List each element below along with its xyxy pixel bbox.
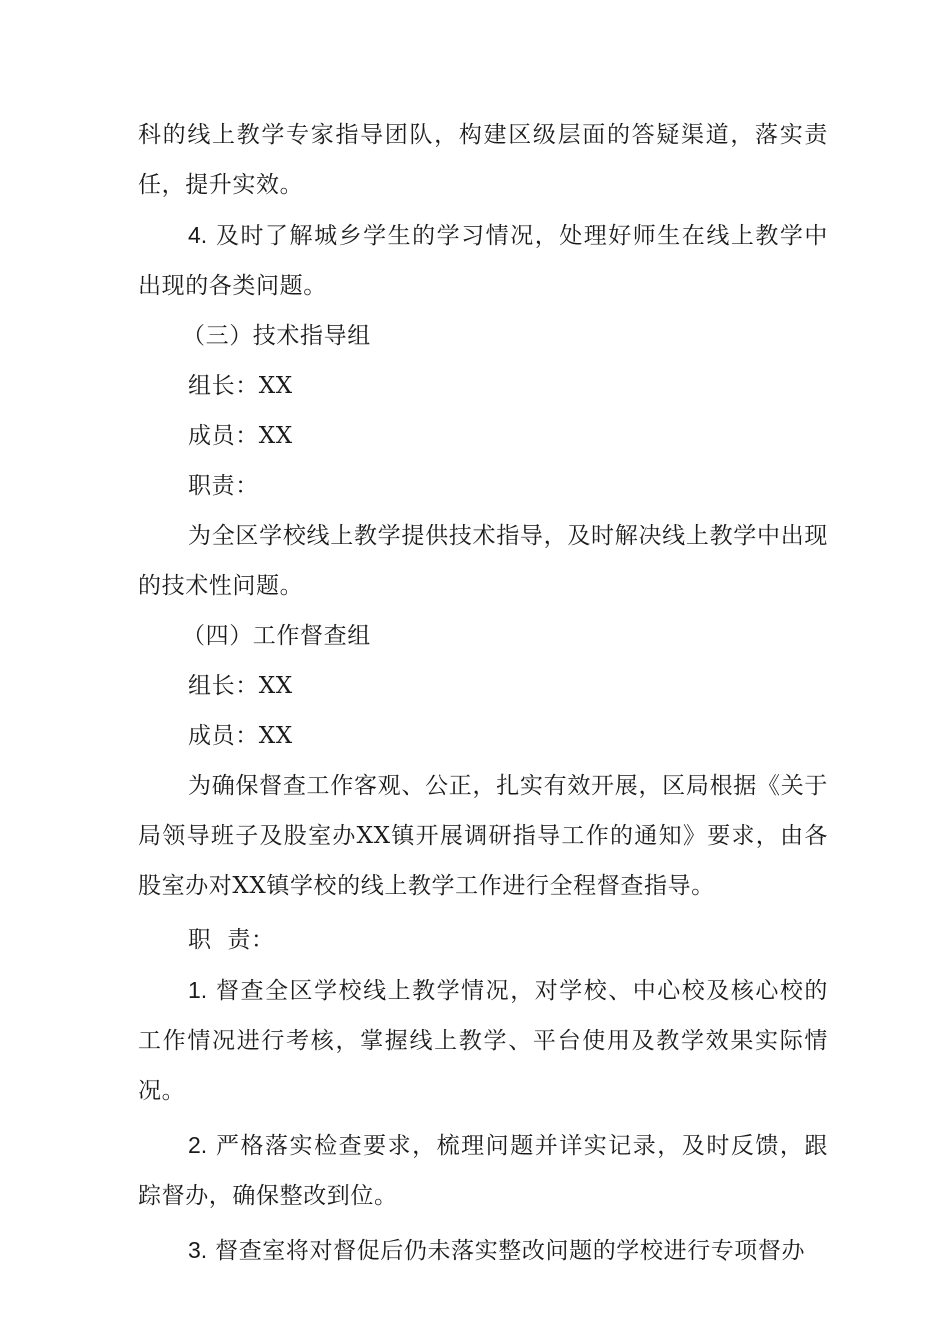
group-members-line: 成员：XX (188, 423, 293, 449)
numbered-item-3 (138, 1225, 828, 1276)
group-leader-line: 组长：XX (188, 373, 293, 399)
group-members-line: 成员：XX (188, 723, 293, 749)
item-text: 督查全区学校线上教学情况，对学校、中心校及核心校的工作情况进行考核，掌握线上教学、平台使用及教学效果实际情况。 (138, 978, 828, 1104)
group-leader-line: 组长：XX (188, 673, 293, 699)
document-body (138, 110, 828, 1276)
numbered-item-4 (138, 210, 828, 311)
item-number: 1. (188, 977, 208, 1003)
duties-paragraph: 为全区学校线上教学提供技术指导，及时解决线上教学中出现的技术性问题。 (138, 523, 828, 599)
duties-label: 职责： (188, 473, 259, 499)
paragraph-continuation: 科的线上教学专家指导团队，构建区级层面的答疑渠道，落实责任，提升实效。 (138, 122, 828, 198)
inspection-intro-paragraph: 为确保督查工作客观、公正，扎实有效开展，区局根据《关于局领导班子及股室办XX镇开展调研指导工作的通知》要求，由各股室办对XX镇学校的线上教学工作进行全程督查指导。 (138, 773, 828, 899)
section-heading-inspection: （四）工作督查组 (182, 623, 371, 649)
numbered-item-1 (138, 965, 828, 1116)
item-text: 督查室将对督促后仍未落实整改问题的学校进行专项督办 (207, 1238, 806, 1264)
item-number: 4. (188, 222, 208, 248)
duties-label: 职 责： (188, 927, 275, 953)
item-text: 及时了解城乡学生的学习情况，处理好师生在线上教学中出现的各类问题。 (138, 223, 828, 299)
section-heading-technical-guidance: （三）技术指导组 (182, 323, 371, 349)
numbered-item-2 (138, 1120, 828, 1221)
item-text: 严格落实检查要求，梳理问题并详实记录，及时反馈，跟踪督办，确保整改到位。 (138, 1133, 828, 1209)
item-number: 2. (188, 1132, 208, 1158)
item-number: 3. (188, 1237, 208, 1263)
